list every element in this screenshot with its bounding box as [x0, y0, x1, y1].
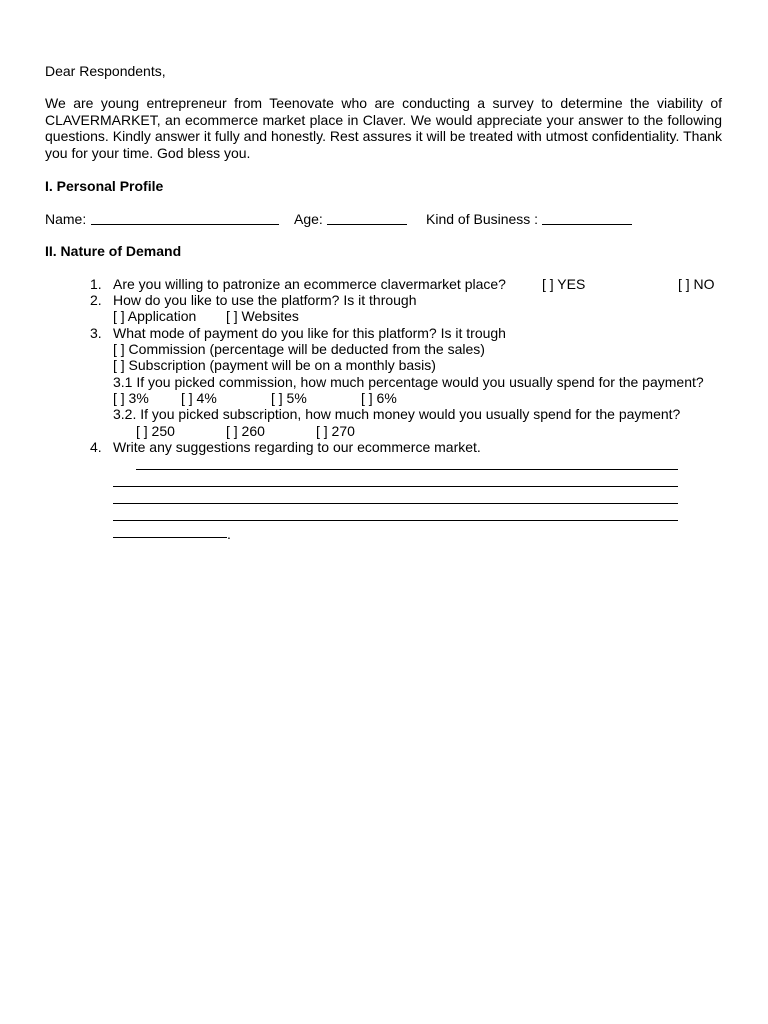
q1-text: Are you willing to patronize an ecommerce clavermarket place? [113, 276, 506, 292]
suggestion-line[interactable] [113, 503, 678, 504]
business-label: Kind of Business : [426, 211, 539, 227]
q3-2-text: 3.2. If you picked subscription, how much money would you usually spend for the payment? [113, 406, 681, 422]
age-label: Age: [294, 211, 323, 227]
q1-option-no[interactable]: [ ] NO [678, 276, 715, 292]
section-nature-of-demand-title: II. Nature of Demand [45, 243, 182, 259]
q4-number: 4. [90, 439, 102, 455]
suggestion-line[interactable] [136, 469, 678, 470]
q3-2-option-250[interactable]: [ ] 250 [136, 423, 175, 439]
q1-option-yes[interactable]: [ ] YES [542, 276, 586, 292]
intro-paragraph: We are young entrepreneur from Teenovate who are conducting a survey to determine the viability of CLAVERMARKET, an ecommerce market place in Claver. We would appreciate your answer to the following questions. Kindly answer it fully and honestly. Rest assures it will be treated with utmost confidentiality. Thank you for your time. God bless you. [45, 95, 722, 161]
q3-number: 3. [90, 325, 102, 341]
suggestion-line[interactable] [113, 486, 678, 487]
salutation: Dear Respondents, [45, 63, 166, 79]
q3-option-subscription[interactable]: [ ] Subscription (payment will be on a monthly basis) [113, 357, 436, 373]
section-personal-profile-title: I. Personal Profile [45, 178, 164, 194]
q3-1-text: 3.1 If you picked commission, how much percentage would you usually spend for the payment? [113, 374, 704, 390]
name-field[interactable] [91, 224, 279, 225]
suggestion-line[interactable] [113, 537, 227, 538]
q3-text: What mode of payment do you like for this platform? Is it trough [113, 325, 506, 341]
q3-2-option-260[interactable]: [ ] 260 [226, 423, 265, 439]
name-label: Name: [45, 211, 87, 227]
q3-1-option-4pct[interactable]: [ ] 4% [181, 390, 217, 406]
q3-1-option-6pct[interactable]: [ ] 6% [361, 390, 397, 406]
q2-option-application[interactable]: [ ] Application [113, 308, 197, 324]
suggestion-end-mark: . [227, 526, 231, 542]
q3-1-option-5pct[interactable]: [ ] 5% [271, 390, 307, 406]
age-field[interactable] [327, 224, 407, 225]
q2-number: 2. [90, 292, 102, 308]
q2-text: How do you like to use the platform? Is it through [113, 292, 417, 308]
q2-option-websites[interactable]: [ ] Websites [226, 308, 299, 324]
business-field[interactable] [542, 224, 632, 225]
suggestion-line[interactable] [113, 520, 678, 521]
q3-2-option-270[interactable]: [ ] 270 [316, 423, 355, 439]
q4-text: Write any suggestions regarding to our ecommerce market. [113, 439, 481, 455]
q1-number: 1. [90, 276, 102, 292]
q3-option-commission[interactable]: [ ] Commission (percentage will be deducted from the sales) [113, 341, 485, 357]
q3-1-option-3pct[interactable]: [ ] 3% [113, 390, 149, 406]
